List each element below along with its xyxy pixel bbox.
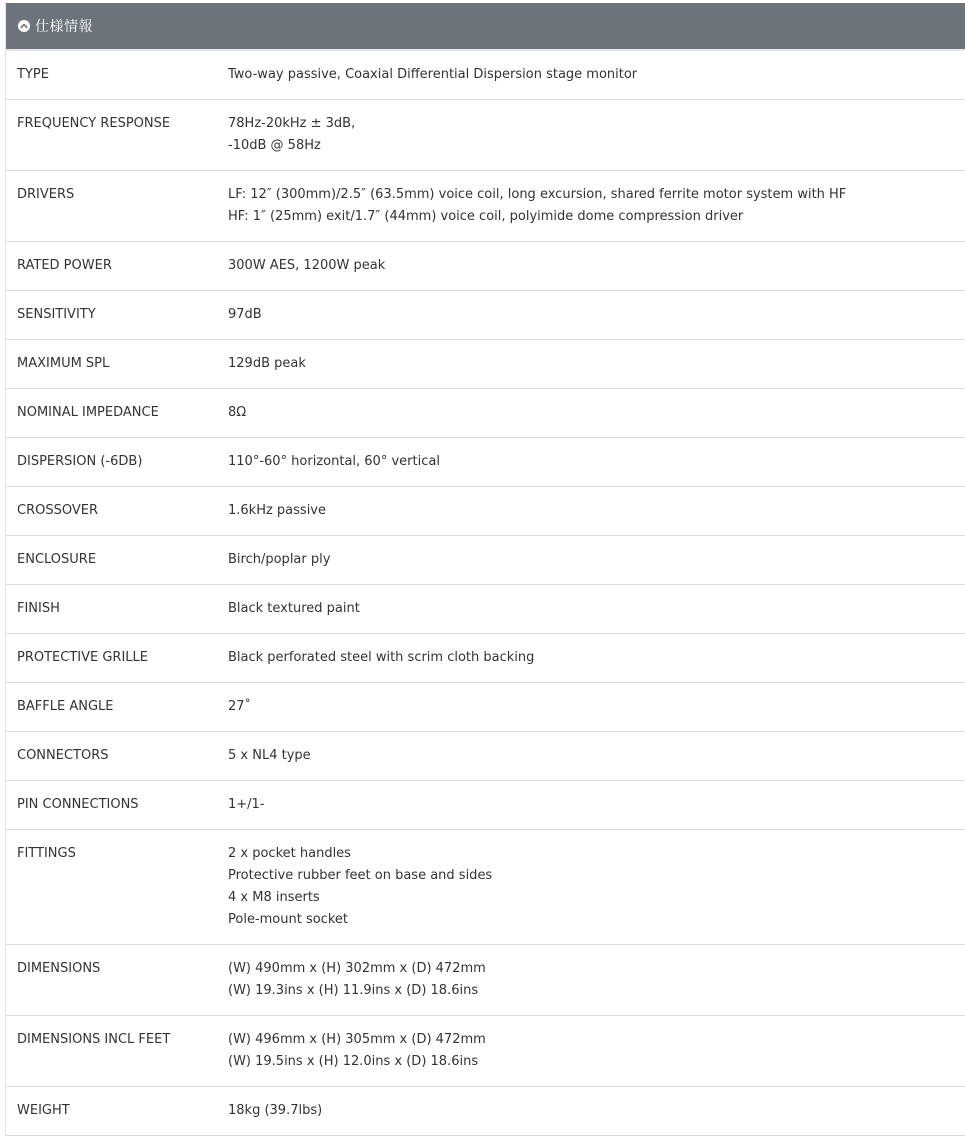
spec-panel <box>5 3 965 1136</box>
spec-label: DISPERSION (-6DB) <box>17 454 143 469</box>
spec-label: FITTINGS <box>17 846 76 861</box>
spec-value-line: (W) 490mm x (H) 302mm x (D) 472mm <box>228 961 486 976</box>
spec-value <box>217 683 965 732</box>
spec-value <box>217 389 965 438</box>
spec-row <box>6 389 965 438</box>
spec-value <box>217 585 965 634</box>
spec-value-line: 129dB peak <box>228 356 306 371</box>
spec-row <box>6 1087 965 1136</box>
spec-label: SENSITIVITY <box>17 307 96 322</box>
spec-value-line: 300W AES, 1200W peak <box>228 258 386 273</box>
spec-value-line: 8Ω <box>228 405 247 420</box>
spec-row <box>6 171 965 242</box>
spec-row <box>6 585 965 634</box>
spec-value-line: 27˚ <box>228 699 252 714</box>
spec-panel-header[interactable] <box>6 3 965 49</box>
spec-value <box>217 945 965 1016</box>
spec-row <box>6 781 965 830</box>
spec-row <box>6 830 965 945</box>
spec-value <box>217 1087 965 1136</box>
spec-value-line: Black perforated steel with scrim cloth backing <box>228 650 535 665</box>
spec-row <box>6 1016 965 1087</box>
spec-row <box>6 634 965 683</box>
spec-value-line: Black textured paint <box>228 601 360 616</box>
spec-row <box>6 732 965 781</box>
spec-value <box>217 291 965 340</box>
spec-label: ENCLOSURE <box>17 552 97 567</box>
spec-value-line: HF: 1″ (25mm) exit/1.7″ (44mm) voice coil, polyimide dome compression driver <box>228 209 744 224</box>
spec-value-line: -10dB @ 58Hz <box>228 138 321 153</box>
spec-row <box>6 242 965 291</box>
spec-value <box>217 1016 965 1087</box>
spec-value-line: 97dB <box>228 307 262 322</box>
chevron-up-circle-icon <box>18 20 30 32</box>
spec-row <box>6 945 965 1016</box>
spec-row <box>6 438 965 487</box>
spec-value-line: 2 x pocket handles <box>228 846 351 861</box>
spec-label: NOMINAL IMPEDANCE <box>17 405 159 420</box>
spec-value <box>217 536 965 585</box>
spec-row <box>6 683 965 732</box>
spec-label: TYPE <box>17 67 49 82</box>
spec-value-line: 110°-60° horizontal, 60° vertical <box>228 454 440 469</box>
spec-value <box>217 100 965 171</box>
spec-label: CROSSOVER <box>17 503 98 518</box>
spec-value <box>217 242 965 291</box>
spec-value <box>217 438 965 487</box>
spec-label: CONNECTORS <box>17 748 109 763</box>
spec-value-line: 78Hz-20kHz ± 3dB, <box>228 116 356 131</box>
spec-value <box>217 781 965 830</box>
spec-value-line: 5 x NL4 type <box>228 748 311 763</box>
spec-value-line: Protective rubber feet on base and sides <box>228 868 493 883</box>
spec-value <box>217 830 965 945</box>
spec-value <box>217 487 965 536</box>
spec-panel-title: 仕様情報 <box>35 19 93 35</box>
spec-row <box>6 340 965 389</box>
spec-value-line: 1+/1- <box>228 797 265 812</box>
spec-row <box>6 100 965 171</box>
spec-value-line: LF: 12″ (300mm)/2.5″ (63.5mm) voice coil, long excursion, shared ferrite motor system with HF <box>228 187 847 202</box>
spec-label: DRIVERS <box>17 187 75 202</box>
spec-label: MAXIMUM SPL <box>17 356 110 371</box>
spec-value <box>217 634 965 683</box>
spec-value-line: (W) 19.5ins x (H) 12.0ins x (D) 18.6ins <box>228 1054 479 1069</box>
spec-value <box>217 732 965 781</box>
spec-value-line: 4 x M8 inserts <box>228 890 320 905</box>
spec-label: DIMENSIONS INCL FEET <box>17 1032 171 1047</box>
spec-label: FINISH <box>17 601 60 616</box>
spec-row <box>6 487 965 536</box>
spec-label: PROTECTIVE GRILLE <box>17 650 148 665</box>
spec-label: PIN CONNECTIONS <box>17 797 139 812</box>
spec-value <box>217 50 965 100</box>
spec-value-line: Two-way passive, Coaxial Differential Dispersion stage monitor <box>228 67 638 82</box>
spec-value-line: (W) 19.3ins x (H) 11.9ins x (D) 18.6ins <box>228 983 479 998</box>
spec-value-line: (W) 496mm x (H) 305mm x (D) 472mm <box>228 1032 486 1047</box>
spec-label: FREQUENCY RESPONSE <box>17 116 171 131</box>
spec-table <box>6 49 965 1135</box>
spec-value <box>217 340 965 389</box>
spec-value-line: Pole-mount socket <box>228 912 348 927</box>
spec-value-line: 18kg (39.7lbs) <box>228 1103 323 1118</box>
spec-value <box>217 171 965 242</box>
spec-label: RATED POWER <box>17 258 112 273</box>
spec-value-line: Birch/poplar ply <box>228 552 331 567</box>
spec-label: WEIGHT <box>17 1103 70 1118</box>
spec-label: DIMENSIONS <box>17 961 101 976</box>
spec-label: BAFFLE ANGLE <box>17 699 114 714</box>
spec-value-line: 1.6kHz passive <box>228 503 327 518</box>
spec-row <box>6 291 965 340</box>
spec-row <box>6 536 965 585</box>
spec-row <box>6 50 965 100</box>
